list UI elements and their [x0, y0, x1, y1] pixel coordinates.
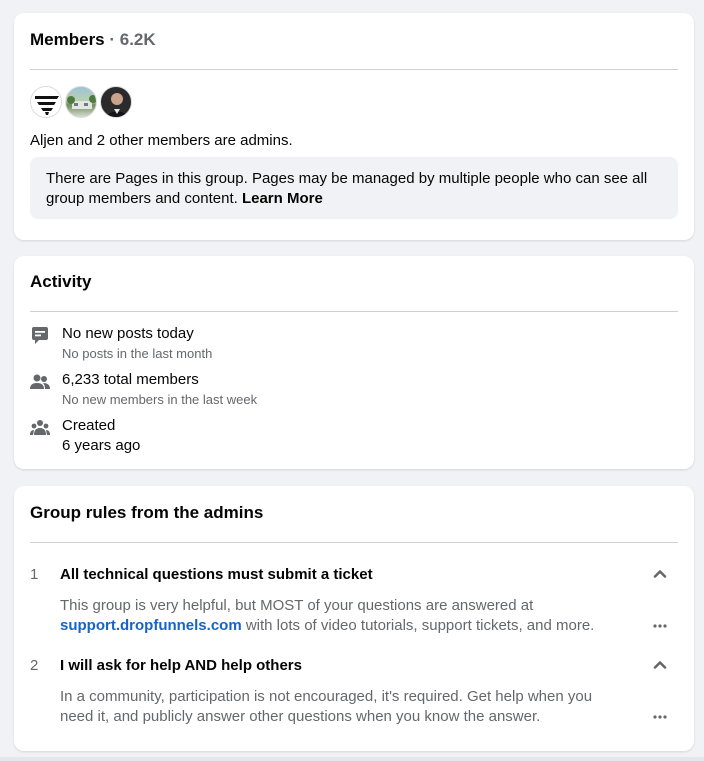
- page-bottom-edge: [0, 757, 704, 761]
- rule-number: 2: [30, 657, 39, 674]
- landscape-avatar[interactable]: [65, 86, 97, 118]
- rule-body-text-after: with lots of video tutorials, support tickets, and more.: [241, 617, 595, 634]
- pages-notice: [30, 157, 678, 219]
- members-heading[interactable]: [30, 30, 156, 50]
- rule-body: [60, 596, 610, 636]
- members-count: 6.2K: [119, 30, 156, 49]
- activity-created-sub: 6 years ago: [62, 437, 141, 454]
- activity-members-main: 6,233 total members: [62, 371, 199, 388]
- group-icon: [30, 418, 50, 438]
- activity-posts-sub: No posts in the last month: [62, 346, 213, 361]
- activity-posts-main: No new posts today: [62, 325, 194, 342]
- rules-card: [14, 486, 694, 751]
- members-title: Members: [30, 30, 105, 49]
- more-options-icon[interactable]: [652, 707, 668, 713]
- rule-number: 1: [30, 566, 39, 583]
- admin-avatars: [30, 86, 132, 118]
- members-separator: ·: [104, 30, 120, 49]
- people-icon: [30, 372, 50, 392]
- rule-body-text: In a community, participation is not encouraged, it's required. Get help when you need it, and publicly answer other questions when you know the answer.: [60, 688, 593, 725]
- activity-created-main: Created: [62, 417, 116, 434]
- activity-heading: Activity: [30, 272, 92, 291]
- members-card: [14, 13, 694, 240]
- rule-item-1: [30, 566, 678, 636]
- rule-body-text: This group is very helpful, but MOST of your questions are answered at: [60, 597, 534, 614]
- divider: [30, 542, 678, 543]
- rules-heading: Group rules from the admins: [30, 503, 264, 522]
- rule-body: [60, 687, 610, 727]
- learn-more-link[interactable]: Learn More: [241, 190, 323, 207]
- rule-item-2: [30, 657, 678, 727]
- dropfunnels-logo-avatar[interactable]: [30, 86, 62, 118]
- chevron-up-icon[interactable]: [652, 657, 668, 673]
- rule-title[interactable]: All technical questions must submit a ticket: [60, 566, 373, 583]
- chevron-up-icon[interactable]: [652, 566, 668, 582]
- admins-text: Aljen and 2 other members are admins.: [30, 132, 293, 149]
- more-options-icon[interactable]: [652, 616, 668, 622]
- pages-notice-text: There are Pages in this group. Pages may be managed by multiple people who can see all group members and content.: [46, 170, 648, 207]
- activity-card: [14, 256, 694, 469]
- divider: [30, 69, 678, 70]
- rule-title[interactable]: I will ask for help AND help others: [60, 657, 302, 674]
- activity-members-sub: No new members in the last week: [62, 392, 258, 407]
- divider: [30, 311, 678, 312]
- support-link[interactable]: support.dropfunnels.com: [60, 617, 242, 634]
- chat-bubble-icon: [30, 326, 50, 346]
- person-avatar[interactable]: [100, 86, 132, 118]
